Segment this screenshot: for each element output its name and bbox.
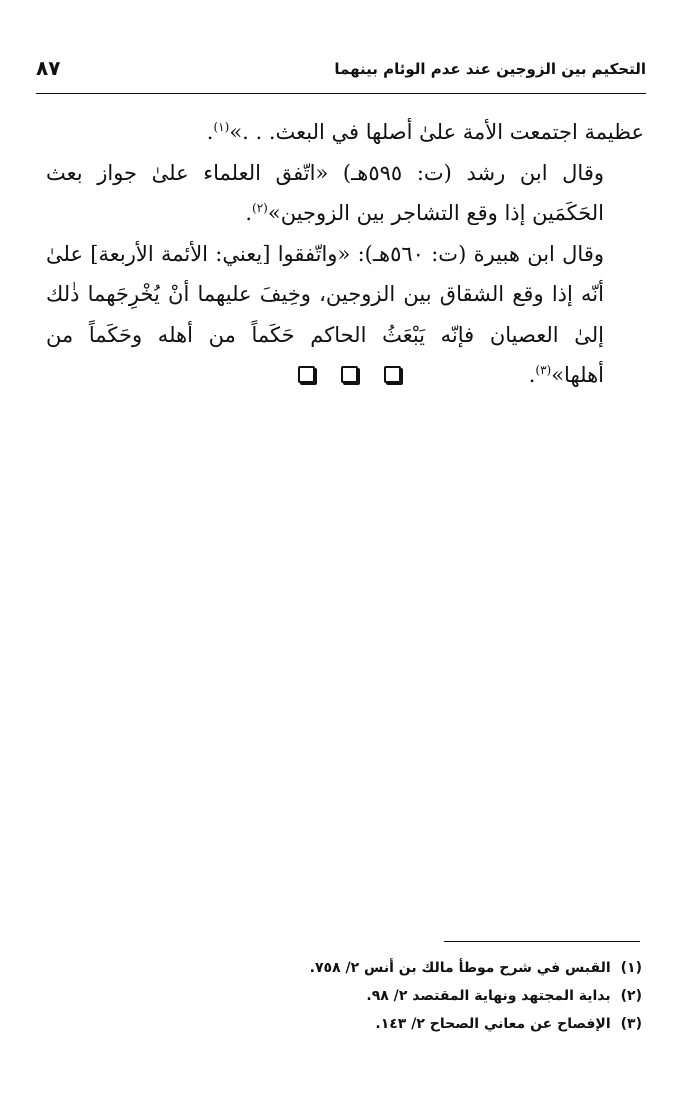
paragraph-1-text: عظيمة اجتمعت الأمة علىٰ أصلها في البعث. . .» xyxy=(229,120,644,144)
footnote-2 xyxy=(250,982,642,1010)
footnotes xyxy=(250,954,642,1038)
ornament-square-icon xyxy=(298,366,315,383)
footnote-ref-1: (١) xyxy=(213,120,230,134)
paragraph-1-end: . xyxy=(206,120,214,144)
footnote-number: (٣) xyxy=(620,1016,642,1032)
page-number: ٨٧ xyxy=(36,56,61,80)
header-rule xyxy=(36,93,646,94)
footnote-1 xyxy=(250,954,642,982)
paragraph-2-text: وقال ابن رشد (ت: ٥٩٥هـ) «اتّفق العلماء علىٰ جواز بعث الحَكَمَين إذا وقع التشاجر بين الزوجين» xyxy=(46,160,604,225)
paragraph-2 xyxy=(46,153,644,234)
paragraph-1 xyxy=(46,112,644,153)
footnote-text: بداية المجتهد ونهاية المقتصد ٢/ ٩٨. xyxy=(366,988,611,1004)
body-text xyxy=(46,112,644,396)
paragraph-3-text: وقال ابن هبيرة (ت: ٥٦٠هـ): «واتّفقوا [يعني: الأئمة الأربعة] علىٰ أنّه إذا وقع الشقاق بين الزوجين، وخِيفَ عليهما أنْ يُخْرِجَهما ذٰلك إلىٰ العصيان فإنّه يَبْعَثُ الحاكم حَكَماً من أهله وحَكَماً من أهلها» xyxy=(46,241,605,387)
paragraph-2-end: . xyxy=(245,201,253,225)
footnote-number: (٢) xyxy=(620,988,642,1004)
footnote-ref-3: (٣) xyxy=(535,363,552,377)
footnote-number: (١) xyxy=(620,960,642,976)
footnote-rule xyxy=(444,941,640,942)
running-header xyxy=(36,54,646,90)
running-header-title: التحكيم بين الزوجين عند عدم الوئام بينهما xyxy=(334,60,646,78)
footnote-ref-2: (٢) xyxy=(252,201,268,215)
paragraph-3-end: . xyxy=(528,363,536,387)
footnote-3 xyxy=(250,1010,642,1038)
footnote-text: القبس في شرح موطأ مالك بن أنس ٢/ ٧٥٨. xyxy=(309,960,611,976)
section-end-ornament xyxy=(0,366,698,386)
ornament-square-icon xyxy=(341,366,358,383)
ornament-square-icon xyxy=(384,366,401,383)
footnote-text: الإفصاح عن معاني الصحاح ٢/ ١٤٣. xyxy=(375,1016,611,1032)
